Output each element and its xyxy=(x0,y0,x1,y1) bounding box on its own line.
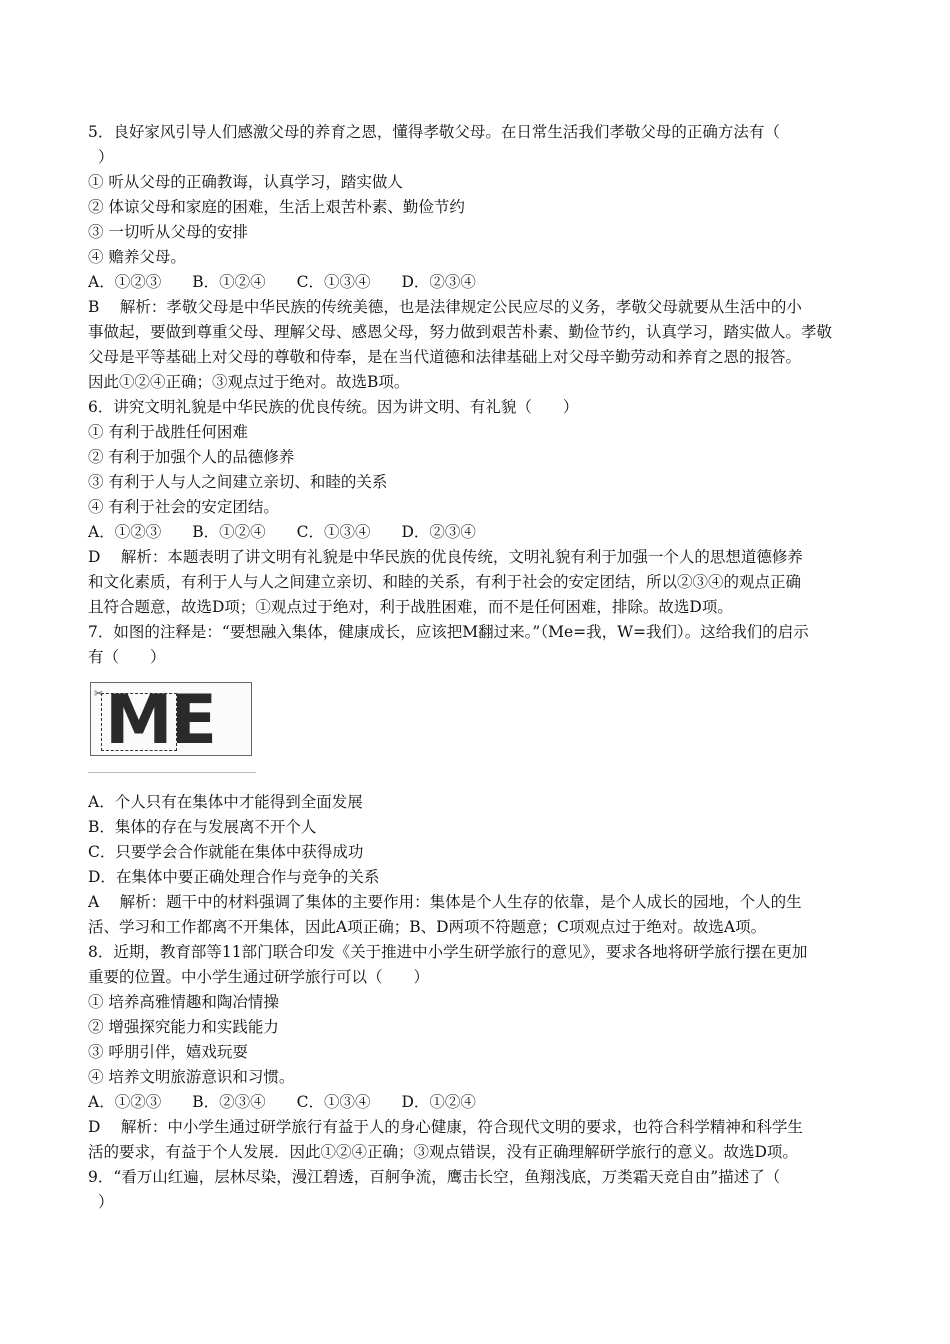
analysis-text: D 解析：中小学生通过研学旅行有益于人的身心健康，符合现代文明的要求，也符合科学精神和科学生 xyxy=(88,1118,803,1136)
option-item: ② 有利于加强个人的品德修养 xyxy=(88,448,295,466)
option-item: ① 有利于战胜任何困难 xyxy=(88,423,248,441)
figure-divider xyxy=(88,772,256,773)
option-item: ① 培养高雅情趣和陶冶情操 xyxy=(88,993,279,1011)
analysis-text: A 解析：题干中的材料强调了集体的主要作用：集体是个人生存的依靠，是个人成长的园地，个人的生 xyxy=(88,893,802,911)
answer-choices: A．①②③ B．①②④ C．①③④ D．②③④ xyxy=(88,523,476,541)
answer-choices: A．①②③ B．①②④ C．①③④ D．②③④ xyxy=(88,273,476,291)
question-stem: 5．良好家风引导人们感激父母的养育之恩，懂得孝敬父母。在日常生活我们孝敬父母的正确方法有（ xyxy=(88,123,780,141)
option-item: ④ 有利于社会的安定团结。 xyxy=(88,498,279,516)
question-stem: 重要的位置。中小学生通过研学旅行可以（ ） xyxy=(88,968,430,986)
analysis-text: 活的要求，有益于个人发展．因此①②④正确；③观点错误，没有正确理解研学旅行的意义。故选D项。 xyxy=(88,1143,798,1161)
analysis-text: 活、学习和工作都离不开集体，因此A项正确；B、D两项不符题意；C项观点过于绝对。故选A项。 xyxy=(88,918,767,936)
figure-me-text: ME xyxy=(105,681,216,760)
question-stem: 7．如图的注释是：“要想融入集体，健康成长，应该把M翻过来。”（Me=我，W=我们）。这给我们的启示 xyxy=(88,623,809,641)
figure-frame xyxy=(90,681,252,760)
option-item: ④ 赡养父母。 xyxy=(88,248,186,266)
question-8 xyxy=(88,940,870,1165)
analysis-text: 因此①②④正确；③观点过于绝对。故选B项。 xyxy=(88,373,410,391)
analysis-text: B 解析：孝敬父母是中华民族的传统美德，也是法律规定公民应尽的义务，孝敬父母就要从生活中的小 xyxy=(88,298,802,316)
me-figure xyxy=(88,680,256,776)
analysis-text: 事做起，要做到尊重父母、理解父母、感恩父母，努力做到艰苦朴素、勤俭节约，认真学习，踏实做人。孝敬 xyxy=(88,323,833,341)
option-item: ② 体谅父母和家庭的困难，生活上艰苦朴素、勤俭节约 xyxy=(88,198,465,216)
question-9 xyxy=(88,1165,870,1215)
analysis-text: D 解析：本题表明了讲文明有礼貌是中华民族的优良传统，文明礼貌有利于加强一个人的思想道德修养 xyxy=(88,548,803,566)
document-page xyxy=(88,120,870,1215)
option-item: ③ 有利于人与人之间建立亲切、和睦的关系 xyxy=(88,473,388,491)
question-stem: 有（ ） xyxy=(88,648,166,666)
question-stem: 8．近期，教育部等11部门联合印发《关于推进中小学生研学旅行的意见》，要求各地将研学旅行摆在更加 xyxy=(88,943,808,961)
analysis-text: 和文化素质，有利于人与人之间建立亲切、和睦的关系，有利于社会的安定团结，所以②③④的观点正确 xyxy=(88,573,802,591)
scissors-icon: ✂ xyxy=(94,687,104,700)
option-item: B．集体的存在与发展离不开个人 xyxy=(88,818,317,836)
answer-choices: A．①②③ B．②③④ C．①③④ D．①②④ xyxy=(88,1093,476,1111)
question-stem: 6．讲究文明礼貌是中华民族的优良传统。因为讲文明、有礼貌（ ） xyxy=(88,398,579,416)
option-item: ③ 一切听从父母的安排 xyxy=(88,223,248,241)
option-item: ④ 培养文明旅游意识和习惯。 xyxy=(88,1068,295,1086)
question-stem: 9．“看万山红遍，层林尽染，漫江碧透，百舸争流，鹰击长空，鱼翔浅底，万类霜天竞自由”描述了（ xyxy=(88,1168,781,1186)
option-item: A．个人只有在集体中才能得到全面发展 xyxy=(88,793,363,811)
analysis-text: 且符合题意，故选D项；①观点过于绝对，利于战胜困难，而不是任何困难，排除。故选D项。 xyxy=(88,598,733,616)
option-item: ③ 呼朋引伴，嬉戏玩耍 xyxy=(88,1043,248,1061)
option-item: C．只要学会合作就能在集体中获得成功 xyxy=(88,843,364,861)
question-6 xyxy=(88,395,870,620)
question-stem: ） xyxy=(98,1193,114,1211)
analysis-text: 父母是平等基础上对父母的尊敬和侍奉，是在当代道德和法律基础上对父母辛勤劳动和养育之恩的报答。 xyxy=(88,348,802,366)
option-item: ① 听从父母的正确教诲，认真学习，踏实做人 xyxy=(88,173,403,191)
question-5 xyxy=(88,120,870,395)
option-item: ② 增强探究能力和实践能力 xyxy=(88,1018,279,1036)
option-item: D．在集体中要正确处理合作与竞争的关系 xyxy=(88,868,380,886)
question-stem: ） xyxy=(98,148,114,166)
question-7 xyxy=(88,620,870,940)
